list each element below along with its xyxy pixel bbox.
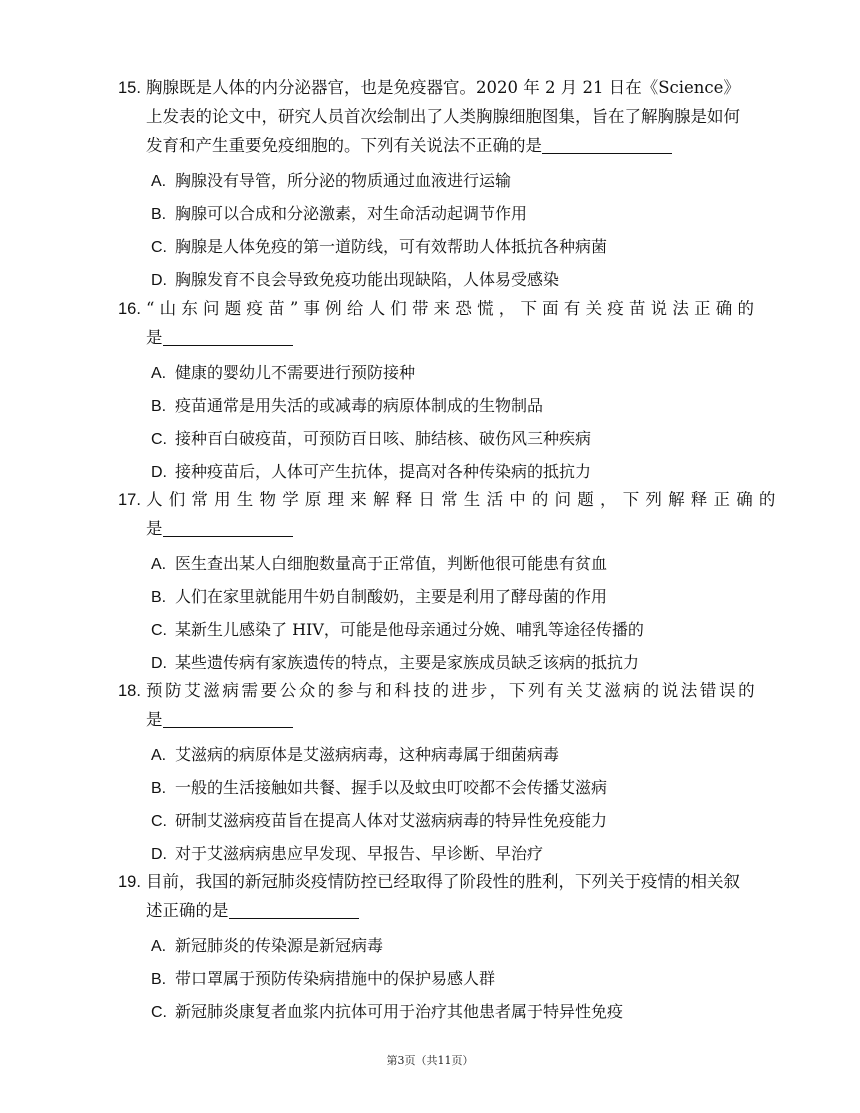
option-a xyxy=(118,164,763,197)
option-b xyxy=(118,197,763,230)
answer-blank[interactable] xyxy=(229,900,359,919)
stem-line: 预防艾滋病需要公众的参与和科技的进步，下列有关艾滋病的说法错误的 xyxy=(146,681,758,700)
option-text: 胸腺没有导管，所分泌的物质通过血液进行运输 xyxy=(175,171,512,190)
question-16 xyxy=(118,294,763,488)
option-c xyxy=(118,804,763,837)
option-text: 新冠肺炎的传染源是新冠病毒 xyxy=(175,936,384,955)
option-letter: C. xyxy=(151,622,167,639)
option-text: 胸腺发育不良会导致免疫功能出现缺陷，人体易受感染 xyxy=(175,270,560,289)
option-b xyxy=(118,389,763,422)
stem-line: 述正确的是 xyxy=(146,901,229,920)
page-footer: 第3页（共11页） xyxy=(386,1054,474,1067)
option-text: 艾滋病的病原体是艾滋病病毒，这种病毒属于细菌病毒 xyxy=(175,745,560,764)
option-letter: C. xyxy=(151,813,167,830)
option-text: 医生查出某人白细胞数量高于正常值，判断他很可能患有贫血 xyxy=(175,554,608,573)
option-letter: B. xyxy=(151,398,167,415)
stem-line-last xyxy=(118,514,763,543)
stem-line: “山东问题疫苗”事例给人们带来恐慌，下面有关疫苗说法正确的 xyxy=(146,299,760,318)
option-letter: A. xyxy=(151,556,167,573)
option-letter: D. xyxy=(151,272,167,289)
stem-line: 发育和产生重要免疫细胞的。下列有关说法不正确的是 xyxy=(146,136,542,155)
question-stem xyxy=(118,73,763,102)
option-d xyxy=(118,455,763,488)
option-letter: A. xyxy=(151,365,167,382)
option-b xyxy=(118,771,763,804)
stem-line: 是 xyxy=(146,328,163,347)
option-a xyxy=(118,929,763,962)
option-d xyxy=(118,263,763,296)
stem-line-last xyxy=(118,131,763,160)
stem-line: 胸腺既是人体的内分泌器官，也是免疫器官。2020 年 2 月 21 日在《Science》 xyxy=(146,78,740,97)
question-number: 17. xyxy=(118,491,141,509)
option-c xyxy=(118,422,763,455)
option-b xyxy=(118,580,763,613)
option-letter: D. xyxy=(151,655,167,672)
option-text: 胸腺可以合成和分泌激素，对生命活动起调节作用 xyxy=(175,204,528,223)
question-number: 16. xyxy=(118,300,141,318)
question-stem xyxy=(118,867,763,896)
option-a xyxy=(118,738,763,771)
option-letter: C. xyxy=(151,1004,167,1021)
stem-line-last xyxy=(118,323,763,352)
question-number: 19. xyxy=(118,873,141,891)
option-text: 疫苗通常是用失活的或减毒的病原体制成的生物制品 xyxy=(175,396,544,415)
stem-line: 是 xyxy=(146,519,163,538)
option-letter: A. xyxy=(151,173,167,190)
option-letter: B. xyxy=(151,780,167,797)
answer-blank[interactable] xyxy=(163,518,293,537)
question-18 xyxy=(118,676,763,870)
stem-line-last xyxy=(118,896,763,925)
answer-blank[interactable] xyxy=(163,709,293,728)
option-text: 研制艾滋病疫苗旨在提高人体对艾滋病病毒的特异性免疫能力 xyxy=(175,811,608,830)
option-text: 某些遗传病有家族遗传的特点，主要是家族成员缺乏该病的抵抗力 xyxy=(175,653,640,672)
option-text: 胸腺是人体免疫的第一道防线，可有效帮助人体抵抗各种病菌 xyxy=(175,237,608,256)
question-number: 18. xyxy=(118,682,141,700)
option-letter: B. xyxy=(151,971,167,988)
option-c xyxy=(118,995,763,1028)
option-text: 带口罩属于预防传染病措施中的保护易感人群 xyxy=(175,969,496,988)
question-number: 15. xyxy=(118,79,141,97)
option-letter: A. xyxy=(151,747,167,764)
option-d xyxy=(118,837,763,870)
option-text: 接种疫苗后，人体可产生抗体，提高对各种传染病的抵抗力 xyxy=(175,462,592,481)
stem-line: 人们常用生物学原理来解释日常生活中的问题，下列解释正确的 xyxy=(146,490,782,509)
option-letter: A. xyxy=(151,938,167,955)
option-letter: B. xyxy=(151,589,167,606)
stem-line: 目前，我国的新冠肺炎疫情防控已经取得了阶段性的胜利，下列关于疫情的相关叙 xyxy=(146,872,740,891)
option-text: 新冠肺炎康复者血浆内抗体可用于治疗其他患者属于特异性免疫 xyxy=(175,1002,624,1021)
question-stem xyxy=(118,485,782,514)
question-17 xyxy=(118,485,782,679)
option-text: 健康的婴幼儿不需要进行预防接种 xyxy=(175,363,416,382)
option-text: 人们在家里就能用牛奶自制酸奶，主要是利用了酵母菌的作用 xyxy=(175,587,608,606)
stem-line: 是 xyxy=(146,710,163,729)
stem-line: 上发表的论文中，研究人员首次绘制出了人类胸腺细胞图集，旨在了解胸腺是如何 xyxy=(146,107,740,126)
option-letter: C. xyxy=(151,239,167,256)
option-text: 对于艾滋病病患应早发现、早报告、早诊断、早治疗 xyxy=(175,844,544,863)
option-c xyxy=(118,230,763,263)
question-19 xyxy=(118,867,763,1028)
question-stem xyxy=(118,294,763,323)
option-letter: B. xyxy=(151,206,167,223)
option-letter: D. xyxy=(151,846,167,863)
option-d xyxy=(118,646,763,679)
answer-blank[interactable] xyxy=(163,327,293,346)
option-a xyxy=(118,356,763,389)
question-15 xyxy=(118,73,763,296)
option-letter: C. xyxy=(151,431,167,448)
option-b xyxy=(118,962,763,995)
option-text: 某新生儿感染了 HIV，可能是他母亲通过分娩、哺乳等途径传播的 xyxy=(175,620,644,639)
option-text: 一般的生活接触如共餐、握手以及蚊虫叮咬都不会传播艾滋病 xyxy=(175,778,608,797)
option-a xyxy=(118,547,763,580)
option-letter: D. xyxy=(151,464,167,481)
stem-line-last xyxy=(118,705,763,734)
question-stem xyxy=(118,676,763,705)
option-text: 接种百白破疫苗，可预防百日咳、肺结核、破伤风三种疾病 xyxy=(175,429,592,448)
answer-blank[interactable] xyxy=(542,135,672,154)
option-c xyxy=(118,613,763,646)
